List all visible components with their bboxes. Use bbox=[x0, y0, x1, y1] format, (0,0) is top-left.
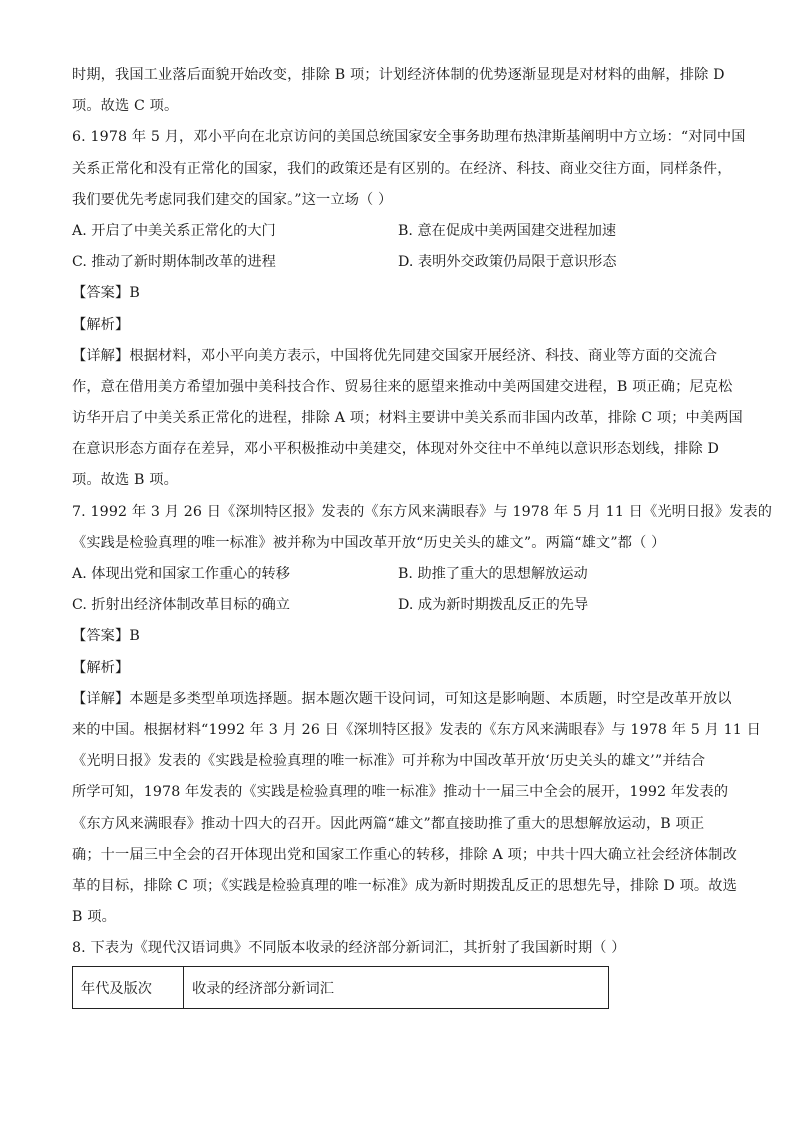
question-7-options-row-1 bbox=[72, 559, 722, 590]
option-d: D. 表明外交政策仍局限于意识形态 bbox=[398, 254, 617, 271]
text-line: 项。故选 C 项。 bbox=[72, 98, 179, 115]
explanation-line: 【详解】根据材料，邓小平向美方表示，中国将优先同建交国家开展经济、科技、商业等方面的交流合 bbox=[72, 347, 718, 364]
explanation-line: B 项。 bbox=[72, 909, 116, 926]
analysis-label: 【解析】 bbox=[72, 659, 130, 676]
analysis-label: 【解析】 bbox=[72, 316, 130, 333]
table-header-row bbox=[73, 967, 609, 1009]
explanation-line: 作，意在借用美方希望加强中美科技合作、贸易往来的愿望来推动中美两国建交进程，B 项正确；尼克松 bbox=[72, 378, 733, 395]
question-6-stem: 关系正常化和没有正常化的国家，我们的政策还是有区别的。在经济、科技、商业交往方面，同样条件， bbox=[72, 160, 732, 177]
document-page bbox=[72, 60, 773, 1009]
explanation-line: 来的中国。根据材料“1992 年 3 月 26 日《深圳特区报》发表的《东方风来满眼春》与 1978 年 5 月 11 日 bbox=[72, 721, 761, 738]
explanation-line: 革的目标，排除 C 项；《实践是检验真理的唯一标准》成为新时期拨乱反正的思想先导，排除 D 项。故选 bbox=[72, 877, 737, 894]
option-c: C. 推动了新时期体制改革的进程 bbox=[72, 254, 276, 271]
option-a: A. 开启了中美关系正常化的大门 bbox=[72, 222, 276, 239]
explanation-line: 《东方风来满眼春》推动十四大的召开。因此两篇“雄文”都直接助推了重大的思想解放运动，B 项正 bbox=[72, 815, 705, 832]
option-a: A. 体现出党和国家工作重心的转移 bbox=[72, 566, 290, 582]
explanation-line: 确；十一届三中全会的召开体现出党和国家工作重心的转移，排除 A 项；中共十四大确立社会经济体制改 bbox=[72, 846, 737, 863]
option-b: B. 助推了重大的思想解放运动 bbox=[398, 566, 588, 582]
question-7-stem: 7. 1992 年 3 月 26 日《深圳特区报》发表的《东方风来满眼春》与 1978 年 5 月 11 日《光明日报》发表的 bbox=[72, 503, 773, 520]
option-c: C. 折射出经济体制改革目标的确立 bbox=[72, 597, 290, 614]
question-8-stem: 8. 下表为《现代汉语词典》不同版本收录的经济部分新词汇，其折射了我国新时期（ ） bbox=[72, 940, 626, 957]
option-d: D. 成为新时期拨乱反正的先导 bbox=[398, 597, 589, 614]
question-6-options-row-2 bbox=[72, 247, 722, 278]
option-b: B. 意在促成中美两国建交进程加速 bbox=[398, 222, 617, 239]
answer-label: 【答案】B bbox=[72, 285, 140, 302]
explanation-line: 《光明日报》发表的《实践是检验真理的唯一标准》可并称为中国改革开放‘历史关头的雄文’”并结合 bbox=[72, 753, 706, 770]
table-header-year: 年代及版次 bbox=[73, 967, 184, 1009]
answer-label: 【答案】B bbox=[72, 628, 140, 645]
question-7-stem: 《实践是检验真理的唯一标准》被并称为中国改革开放“历史关头的雄文”。两篇“雄文”都（ ） bbox=[72, 534, 666, 551]
table-header-words: 收录的经济部分新词汇 bbox=[184, 967, 609, 1009]
explanation-line: 项。故选 B 项。 bbox=[72, 472, 178, 489]
question-6-options-row-1 bbox=[72, 216, 722, 247]
explanation-line: 【详解】本题是多类型单项选择题。据本题次题干设问词，可知这是影响题、本质题，时空是改革开放以 bbox=[72, 690, 732, 707]
explanation-line: 访华开启了中美关系正常化的进程，排除 A 项；材料主要讲中美关系而非国内改革，排除 C 项；中美两国 bbox=[72, 410, 743, 427]
question-6-stem: 我们要优先考虑同我们建交的国家。”这一立场（ ） bbox=[72, 191, 393, 208]
explanation-line: 在意识形态方面存在差异，邓小平积极推动中美建交，体现对外交往中不单纯以意识形态划线，排除 D bbox=[72, 441, 720, 458]
question-6-stem: 6. 1978 年 5 月，邓小平向在北京访问的美国总统国家安全事务助理布热津斯基阐明中方立场：“对同中国 bbox=[72, 129, 746, 146]
question-7-options-row-2 bbox=[72, 590, 722, 621]
text-line: 时期，我国工业落后面貌开始改变，排除 B 项；计划经济体制的优势逐渐显现是对材料的曲解，排除 D bbox=[72, 67, 725, 83]
vocabulary-table bbox=[72, 966, 609, 1009]
explanation-line: 所学可知，1978 年发表的《实践是检验真理的唯一标准》推动十一届三中全会的展开，1992 年发表的 bbox=[72, 784, 729, 801]
